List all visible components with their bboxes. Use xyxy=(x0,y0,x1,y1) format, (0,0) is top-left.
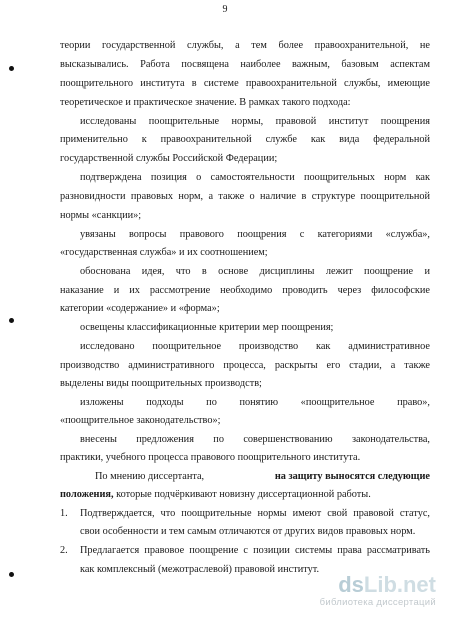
text-line: государственной службы Российской Федерации; xyxy=(60,153,278,164)
thesis-intro xyxy=(95,471,430,483)
thesis-line-2 xyxy=(60,489,371,501)
text-line: обоснована идея, что в основе дисциплины лежит поощрение и xyxy=(80,266,430,277)
text-line: категории «содержание» и «форма»; xyxy=(60,303,220,314)
list-item-text: Подтверждается, что поощрительные нормы имеют свой правовой статус, xyxy=(80,508,430,519)
text-line: изложены подходы по понятию «поощрительное право», xyxy=(80,397,430,408)
text-line: увязаны вопросы правового поощрения с категориями «служба», xyxy=(80,229,430,240)
text-line: исследовано поощрительное производство как административное xyxy=(80,341,430,352)
dslib-subtitle: библиотека диссертаций xyxy=(319,597,436,608)
text-line: нормы «санкции»; xyxy=(60,210,142,221)
thesis-intro-text: По мнению диссертанта, xyxy=(95,471,205,482)
text-line: производство административного процесса, раскрыты его стадии, а также xyxy=(60,360,430,371)
text-line: подтверждена позиция о самостоятельности поощрительных норм как xyxy=(80,172,430,183)
text-line: теоретическое и практическое значение. В рамках такого подхода: xyxy=(60,97,351,108)
text-line: применительно к правоохранительной службе как вида федеральной xyxy=(60,134,430,145)
text-line: разновидности правовых норм, а также о наличие в структуре поощрительной xyxy=(60,191,430,202)
binding-hole-dot xyxy=(9,572,14,577)
page-number: 9 xyxy=(222,4,228,15)
thesis-emphasis-word: положения, xyxy=(60,489,114,500)
text-line: высказывались. Работа посвящена наиболее важным, базовым аспектам xyxy=(60,59,430,70)
text-line: поощрительного института в системе правоохранительной службы, имеющие xyxy=(60,78,430,89)
text-line: теории государственной службы, а тем более правоохранительной, не xyxy=(60,40,430,51)
thesis-line-2-text: которые подчёркивают новизну диссертационной работы. xyxy=(116,489,371,500)
binding-hole-dot xyxy=(9,318,14,323)
text-line: «поощрительное законодательство»; xyxy=(60,415,221,426)
text-line: исследованы поощрительные нормы, правовой институт поощрения xyxy=(80,116,430,127)
dslib-logo: dsLib.net xyxy=(338,572,436,597)
thesis-intro-emphasis: на защиту выносятся следующие xyxy=(274,471,430,482)
text-line: наказание и их рассмотрение необходимо проводить через философские xyxy=(60,285,430,296)
list-item-text: свои особенности и тем самым отличаются от других видов правовых норм. xyxy=(80,526,416,537)
text-line: «государственная служба» и их соотношением; xyxy=(60,247,268,258)
list-item-text: как комплексный (межотраслевой) правовой институт. xyxy=(80,564,320,575)
text-line: освещены классификационные критерии мер поощрения; xyxy=(80,322,334,333)
text-line: внесены предложения по совершенствованию законодательства, xyxy=(80,434,430,445)
binding-hole-dot xyxy=(9,66,14,71)
dslib-watermark xyxy=(316,572,436,612)
list-item-number: 1. xyxy=(60,508,68,519)
list-item-number: 2. xyxy=(60,545,68,556)
list-item-text: Предлагается правовое поощрение с позиции системы права рассматривать xyxy=(80,545,430,556)
text-line: практики, учебного процесса правового поощрительного института. xyxy=(60,452,361,463)
text-line: выделены виды поощрительных производств; xyxy=(60,378,262,389)
